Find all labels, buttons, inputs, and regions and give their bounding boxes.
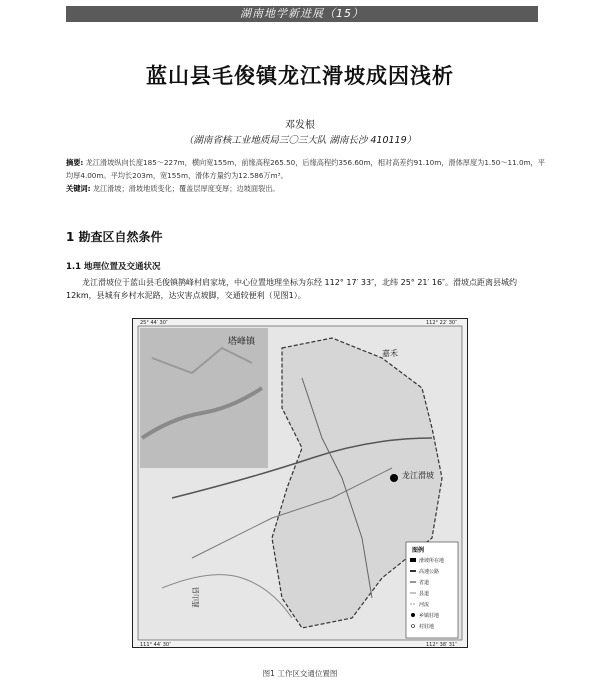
map-side-text: 蓝山县 (192, 587, 200, 608)
legend-item: 高速公路 (419, 569, 440, 575)
author: 邓发根 (285, 120, 315, 131)
abstract-block (66, 156, 546, 195)
figure-caption: 图1 工作区交通位置图 (262, 669, 338, 678)
paper-title: 蓝山县毛俊镇龙江滑坡成因浅析 (146, 63, 454, 88)
legend-item: 滑坡所在地 (419, 558, 445, 564)
subsection-heading: 1.1 地理位置及交通状况 (66, 262, 161, 272)
legend-item: 省道 (419, 580, 430, 586)
affiliation: （湖南省核工业地质局三〇三大队 湖南长沙 410119） (183, 135, 417, 146)
abstract-label: 摘要: (66, 158, 84, 167)
abstract (66, 156, 546, 182)
abstract-text: 龙江滑坡纵向长度185～227m，横向宽155m，前缘高程265.50，后缘高程约356.60m，相对高差约91.10m，滑体厚度为1.50～11.0m，平均厚4.00m。平均长203m，宽155m，滑体方量约为12.586万m³。 (66, 158, 545, 180)
map-label-landslide: 龙江滑坡 (402, 471, 434, 480)
coord-bottom-right: 112° 38′ 31″ (426, 642, 457, 648)
keywords-label: 关键词: (66, 184, 91, 193)
keywords (66, 182, 546, 195)
journal-header: 湖南地学新进展（15） (66, 6, 538, 22)
map-label-county: 嘉禾 (382, 349, 398, 358)
legend-title: 图例 (412, 547, 425, 554)
map-legend (406, 542, 458, 638)
legend-item: 县道 (419, 591, 430, 597)
coord-top-right: 112° 22′ 30″ (426, 320, 457, 326)
legend-item: 河流 (419, 602, 430, 608)
body-paragraph: 龙江滑坡位于蓝山县毛俊镇鹊峰村肩家垅，中心位置地理坐标为东经 112° 17′ 33″，北纬 25° 21′ 16″。滑坡点距离县城约 12km，县城有乡村水泥路，达灾害点坡脚，交通较便利（见图1）。 (66, 278, 518, 300)
coord-top-left: 25° 44′ 30″ (140, 320, 168, 326)
section-heading: 1 勘查区自然条件 (66, 230, 163, 244)
keywords-text: 龙江滑坡；滑坡地质变化；覆盖层厚度变厚；边坡面裂出。 (92, 184, 280, 193)
coord-bottom-left: 111° 44′ 30″ (140, 642, 171, 648)
landslide-marker-icon (390, 474, 398, 482)
map-label-town: 塔峰镇 (228, 337, 256, 347)
legend-swatch-town (411, 613, 415, 617)
location-map (132, 318, 468, 648)
legend-item: 村驻地 (419, 624, 435, 630)
legend-swatch-landslide (410, 558, 416, 562)
legend-item: 乡镇驻地 (419, 613, 440, 619)
